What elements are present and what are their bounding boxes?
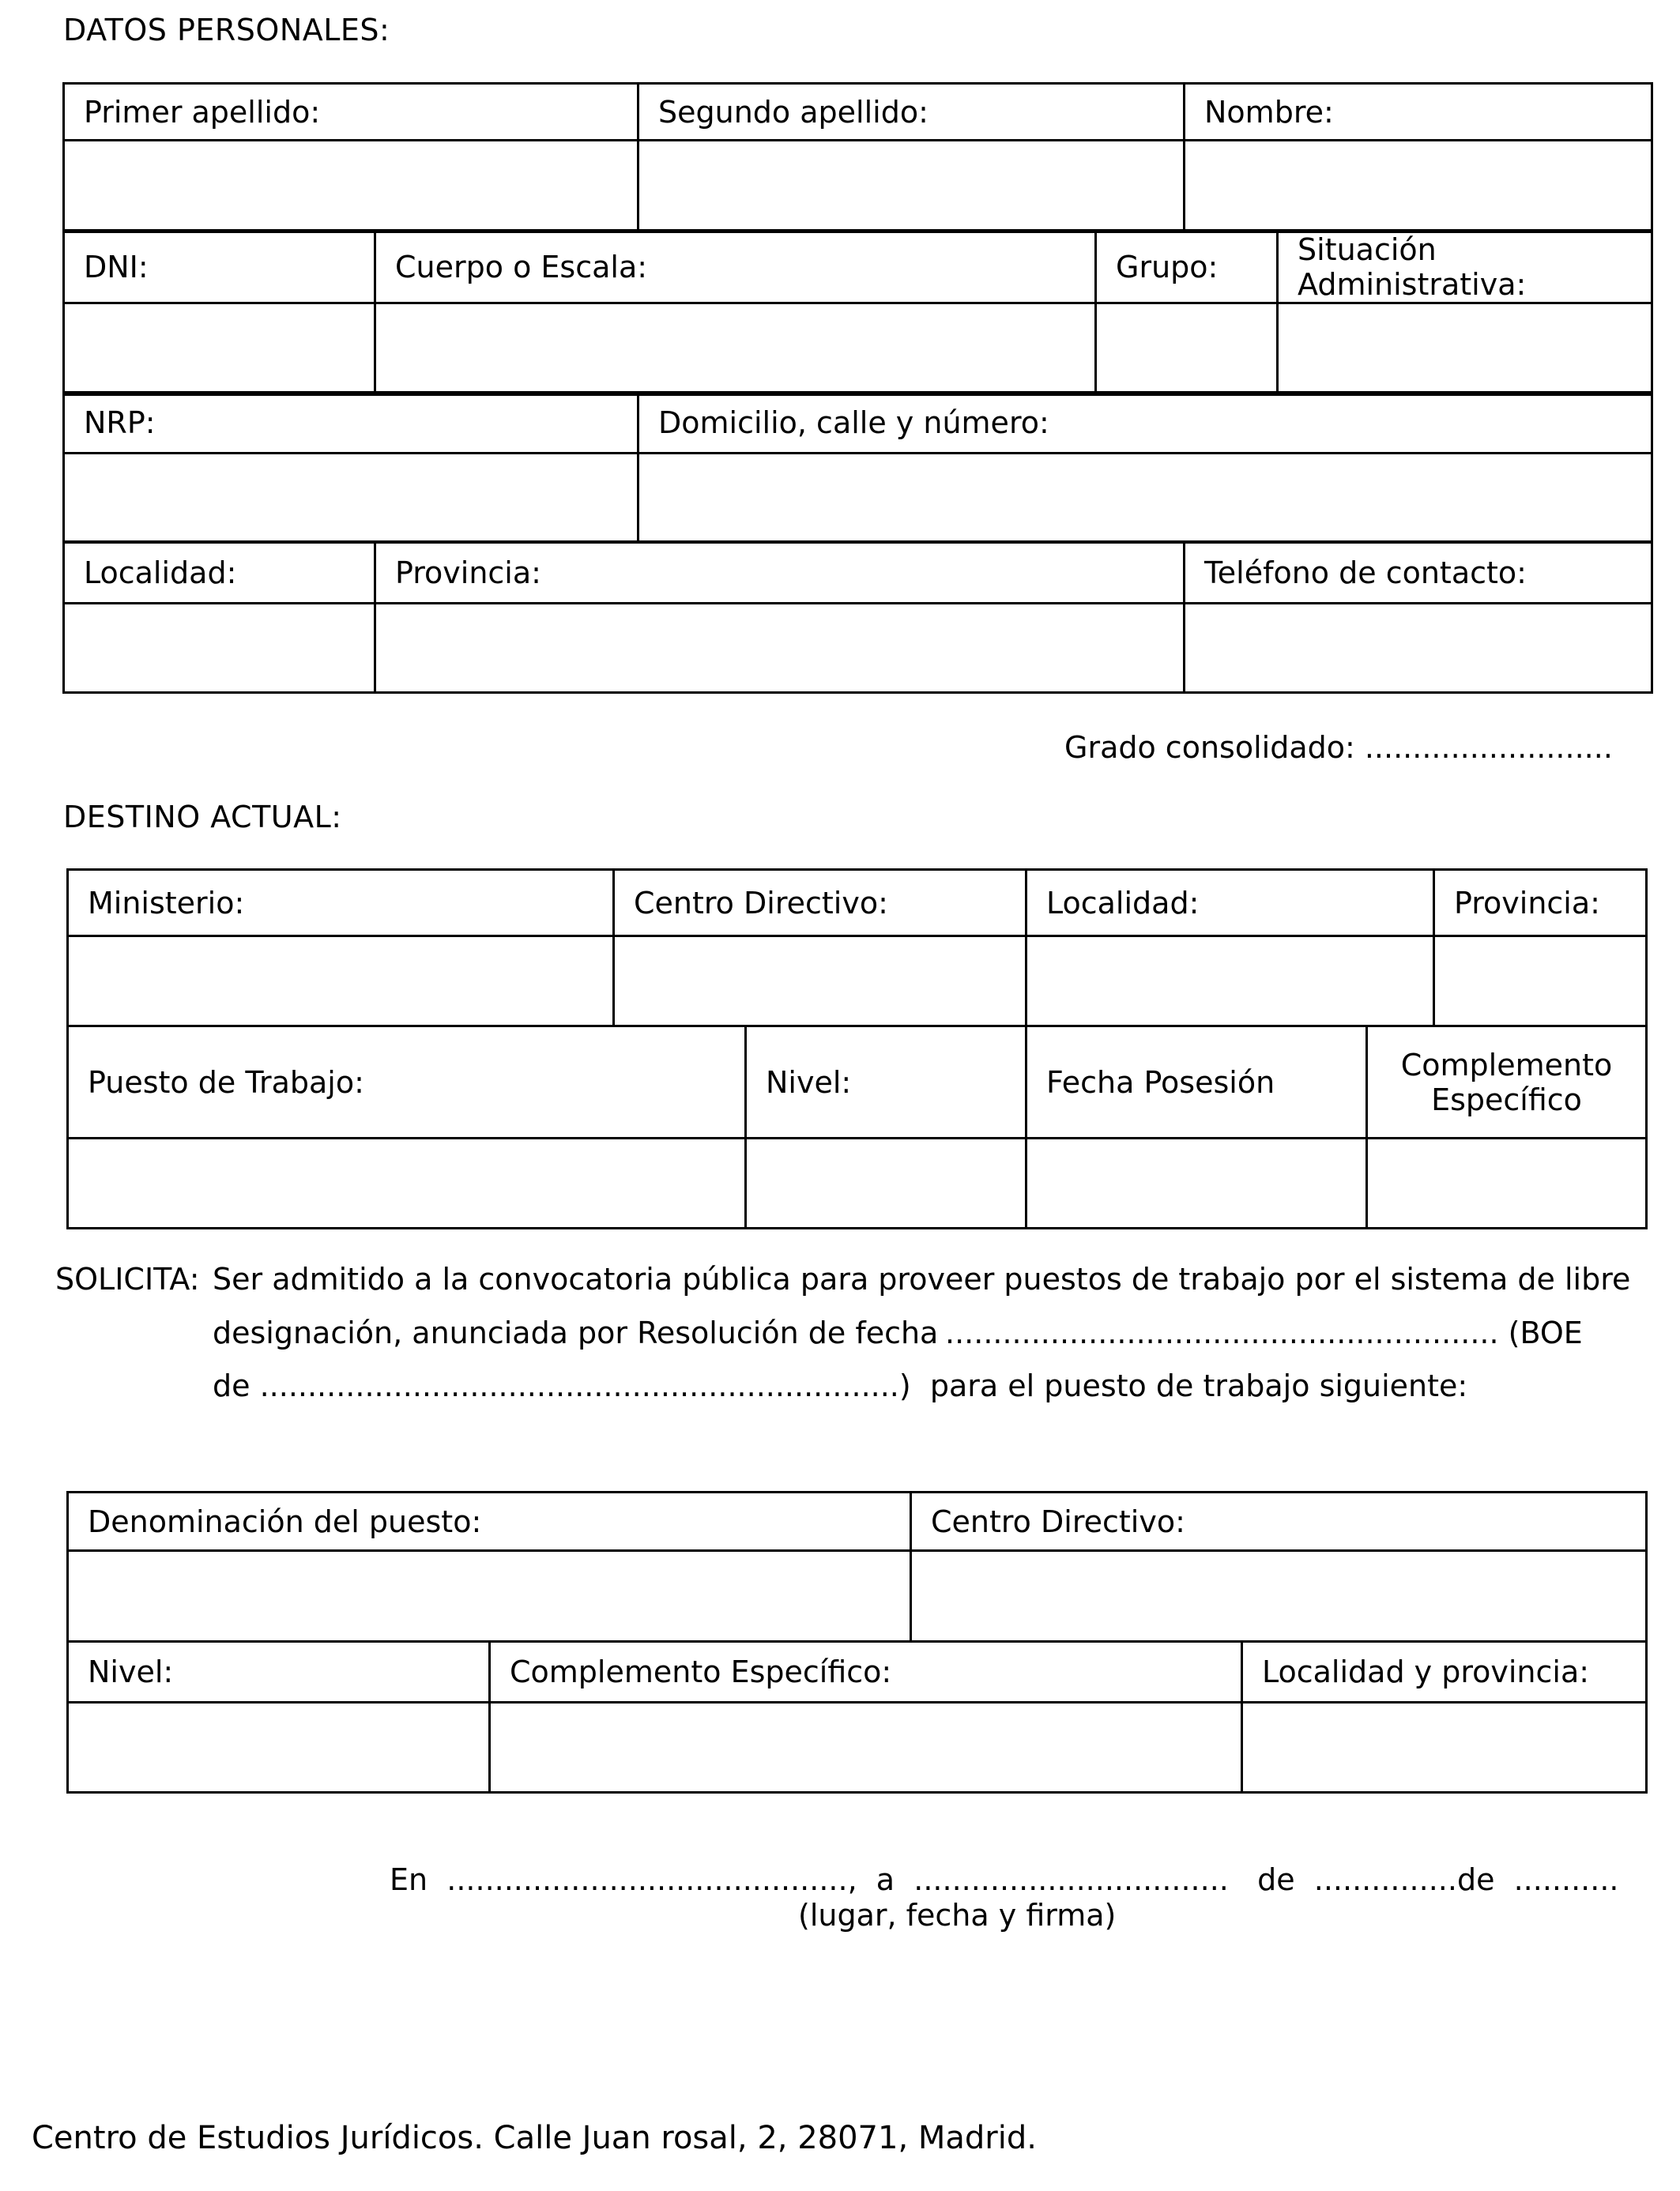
solicita-line1: Ser admitido a la convocatoria pública para proveer puestos de trabajo por el sistema de libre [213, 1262, 1631, 1297]
solicita-line2b: .......................................................... (BOE [945, 1316, 1583, 1350]
dni-label: DNI: [64, 231, 375, 303]
puesto-nivel-field[interactable] [68, 1703, 490, 1793]
dni-field[interactable] [64, 303, 375, 395]
solicita-line2a: designación, anunciada por Resolución de fecha [213, 1316, 939, 1350]
destino-table-top [66, 868, 1648, 1027]
provincia-label: Provincia: [375, 542, 1185, 604]
personal-table-names [62, 82, 1653, 233]
fecha-posesion-field[interactable] [1026, 1139, 1367, 1229]
puesto-trabajo-label: Puesto de Trabajo: [68, 1026, 746, 1139]
puesto-complemento-field[interactable] [490, 1703, 1242, 1793]
centro-directivo-label: Centro Directivo: [614, 870, 1026, 936]
segundo-apellido-label: Segundo apellido: [638, 84, 1185, 141]
footer-address: Centro de Estudios Jurídicos. Calle Juan rosal, 2, 28071, Madrid. [32, 2120, 1037, 2156]
personal-table-domicilio [62, 391, 1653, 544]
destino-nivel-field[interactable] [746, 1139, 1026, 1229]
ministerio-field[interactable] [68, 936, 614, 1026]
puesto-table-top [66, 1491, 1648, 1643]
puesto-complemento-label: Complemento Específico: [490, 1642, 1242, 1703]
complemento-field[interactable] [1367, 1139, 1647, 1229]
situacion-label-line1: Situación [1298, 232, 1437, 267]
firma-caption: (lugar, fecha y firma) [798, 1898, 1117, 1933]
personal-table-localidad [62, 540, 1653, 694]
denominacion-field[interactable] [68, 1551, 911, 1642]
ministerio-label: Ministerio: [68, 870, 614, 936]
grupo-field[interactable] [1096, 303, 1278, 395]
telefono-field[interactable] [1185, 604, 1652, 693]
segundo-apellido-field[interactable] [638, 141, 1185, 232]
cuerpo-field[interactable] [375, 303, 1096, 395]
puesto-localidad-label: Localidad y provincia: [1242, 1642, 1647, 1703]
fecha-posesion-label: Fecha Posesión [1026, 1026, 1367, 1139]
situacion-label [1278, 231, 1652, 303]
primer-apellido-label: Primer apellido: [64, 84, 638, 141]
destino-localidad-field[interactable] [1026, 936, 1434, 1026]
denominacion-label: Denominación del puesto: [68, 1493, 911, 1551]
domicilio-label: Domicilio, calle y número: [638, 393, 1652, 454]
destino-nivel-label: Nivel: [746, 1026, 1026, 1139]
nombre-label: Nombre: [1185, 84, 1652, 141]
primer-apellido-field[interactable] [64, 141, 638, 232]
complemento-label-line2: Específico [1431, 1082, 1582, 1117]
provincia-field[interactable] [375, 604, 1185, 693]
section-title-destino: DESTINO ACTUAL: [63, 800, 342, 834]
personal-table-dni [62, 229, 1653, 396]
destino-localidad-label: Localidad: [1026, 870, 1434, 936]
centro-directivo-field[interactable] [614, 936, 1026, 1026]
localidad-field[interactable] [64, 604, 375, 693]
grupo-label: Grupo: [1096, 231, 1278, 303]
nrp-label: NRP: [64, 393, 638, 454]
puesto-nivel-label: Nivel: [68, 1642, 490, 1703]
complemento-label-line1: Complemento [1400, 1047, 1613, 1082]
complemento-label [1367, 1026, 1647, 1139]
situacion-field[interactable] [1278, 303, 1652, 395]
nrp-field[interactable] [64, 454, 638, 543]
solicita-line3: de ...................................................................) para el puesto de trabajo siguiente: [213, 1368, 1468, 1403]
destino-table-bottom [66, 1025, 1648, 1229]
section-title-personal: DATOS PERSONALES: [63, 13, 390, 47]
destino-provincia-field[interactable] [1434, 936, 1647, 1026]
firma-line: En .........................................., a ................................. de ...............de ........... [390, 1862, 1619, 1897]
localidad-label: Localidad: [64, 542, 375, 604]
situacion-label-line2: Administrativa: [1298, 266, 1527, 302]
telefono-label: Teléfono de contacto: [1185, 542, 1652, 604]
solicita-label: SOLICITA: [55, 1262, 200, 1297]
domicilio-field[interactable] [638, 454, 1652, 543]
puesto-localidad-field[interactable] [1242, 1703, 1647, 1793]
puesto-centro-label: Centro Directivo: [911, 1493, 1647, 1551]
puesto-trabajo-field[interactable] [68, 1139, 746, 1229]
grado-consolidado: Grado consolidado: .......................... [1064, 730, 1613, 765]
puesto-table-bottom [66, 1640, 1648, 1794]
cuerpo-label: Cuerpo o Escala: [375, 231, 1096, 303]
puesto-centro-field[interactable] [911, 1551, 1647, 1642]
nombre-field[interactable] [1185, 141, 1652, 232]
destino-provincia-label: Provincia: [1434, 870, 1647, 936]
